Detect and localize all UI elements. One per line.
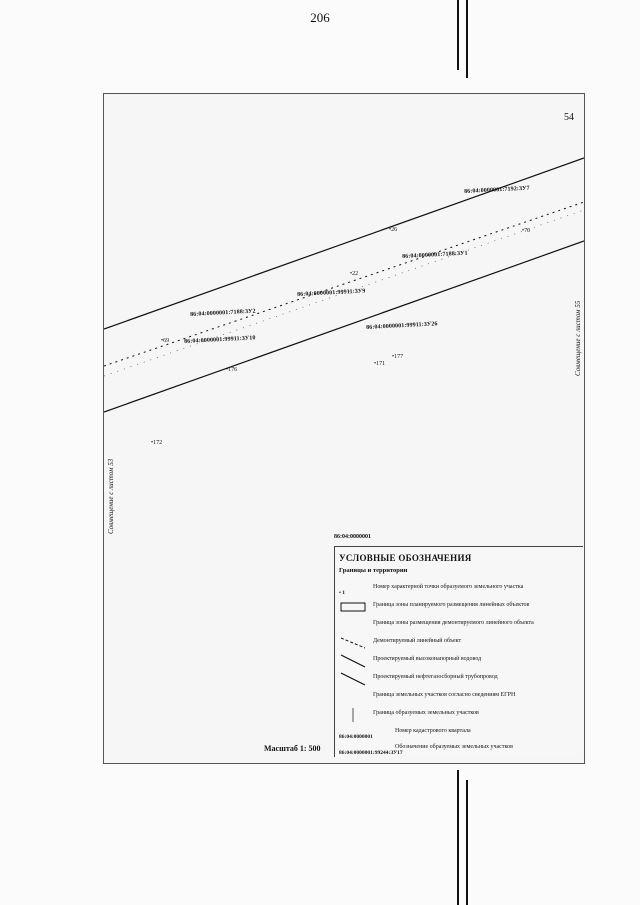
legend-symbol [339,653,367,669]
side-label-left: Совмещение с листом 53 [107,458,115,534]
legend-symbol-text: 86:04:0000001:99244:ЗУ17 [339,750,403,756]
legend-symbol [339,725,373,741]
legend-item [335,689,583,705]
point-label: •69 [161,338,170,344]
legend-item [335,653,583,669]
legend-item [335,581,583,597]
legend-symbol-text: • 1 [339,590,346,596]
legend-text: Номер характерной точки образуемого земельного участка [373,584,524,590]
legend-symbol [339,635,367,651]
parcel-label: 86:04:0000001:99911:ЗУ10 [184,335,256,345]
point-label: •171 [374,361,386,367]
parcel-label: 86:04:0000001:7188:ЗУ2 [190,308,256,318]
legend-text: Проектируемый нефтегазосборный трубопровод [373,674,498,680]
scale-label: Масштаб 1: 500 [264,744,321,753]
parcel-label: 86:04:0000001:99911:ЗУ26 [366,321,438,331]
legend-item [335,725,583,741]
legend-text: Демонтируемый линейный объект [373,638,462,644]
legend-text: Проектируемый высоконапорный водовод [373,656,482,662]
legend-item [335,707,583,723]
legend-item [335,599,583,615]
dismantled-line [104,202,584,366]
legend-symbol [339,707,367,723]
binding-line [457,770,459,905]
parcel-label: 86:04:0000001:7192:ЗУ7 [464,185,530,195]
legend-symbol [339,671,367,687]
legend-text: Граница образуемых земельных участков [373,710,479,716]
sheet-number: 54 [564,112,574,123]
point-label: •172 [151,440,163,446]
zone-boundary-upper [104,158,584,329]
point-label: •177 [392,354,404,360]
legend-text: Граница земельных участков согласно сведениям ЕГРН [373,692,516,698]
zone-boundary-lower [104,241,584,412]
parcel-label: 86:04:0000001:7188:ЗУ1 [402,250,468,260]
legend [334,546,583,757]
binding-line [466,780,468,905]
page-number: 206 [310,10,330,25]
legend-text: Граница зоны планируемого размещения линейных объектов [373,602,530,608]
binding-line [466,0,468,78]
legend-symbol-text: 86:04:0000001 [339,734,373,740]
point-label: •176 [226,367,238,373]
legend-item [335,671,583,687]
side-label-right: Совмещение с листом 55 [574,300,582,376]
legend-subtitle: Границы и территории [339,567,408,574]
quarter-label: 86:04:0000001 [334,534,371,540]
legend-item [335,635,583,651]
point-label: •70 [522,228,531,234]
parcel-label: 86:04:0000001:99911:ЗУ9 [297,288,366,298]
legend-symbol [339,599,367,615]
legend-symbol [339,689,367,705]
legend-text: Номер кадастрового квартала [395,728,471,734]
binding-line [457,0,459,70]
legend-item [335,617,583,633]
point-label: •22 [350,271,359,277]
legend-symbol [339,741,403,757]
legend-text: Обозначение образуемых земельных участков [395,744,513,750]
legend-text: Граница зоны размещения демонтируемого линейного объекта [373,620,534,626]
map-sheet [103,93,585,764]
legend-symbol [339,581,367,597]
legend-title: УСЛОВНЫЕ ОБОЗНАЧЕНИЯ [339,553,472,563]
legend-symbol [339,617,367,633]
legend-item [335,741,583,757]
point-label: •26 [389,227,398,233]
